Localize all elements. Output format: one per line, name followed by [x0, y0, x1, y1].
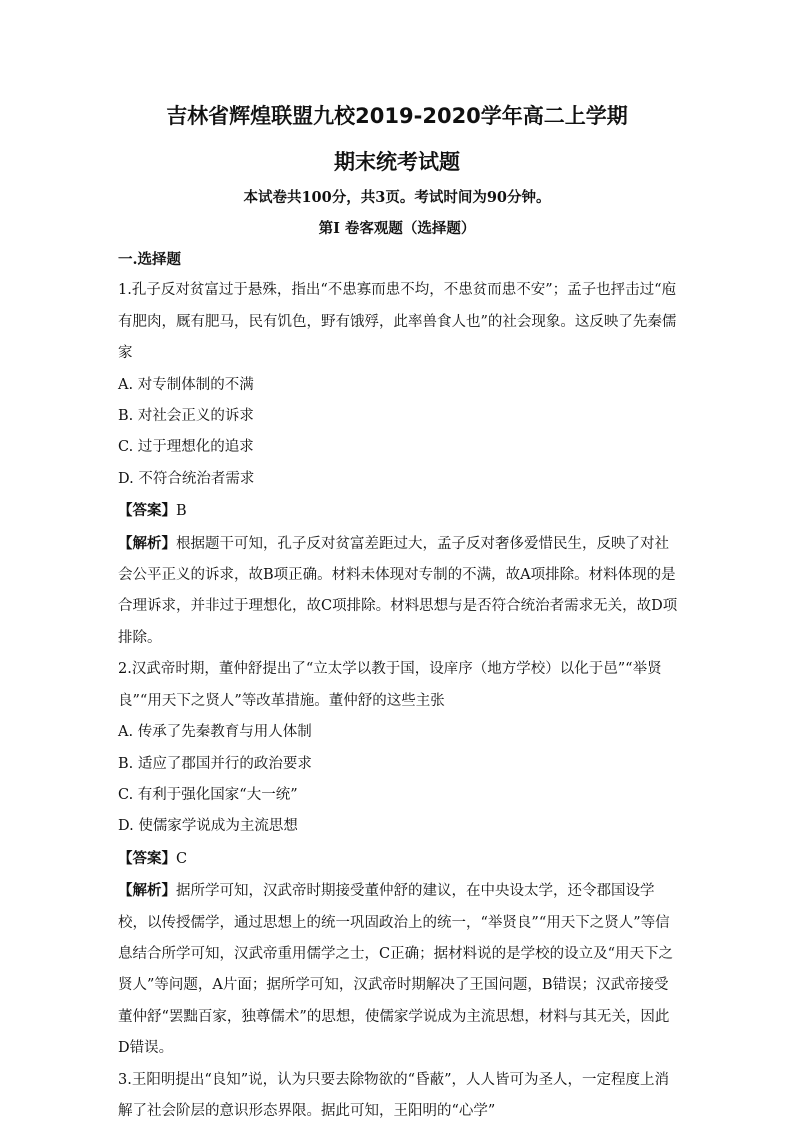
analysis-tag: 【解析】 — [118, 882, 176, 900]
question-2-option-b: B. 适应了郡国并行的政治要求 — [118, 755, 312, 772]
question-2-stem: 2.汉武帝时期，董仲舒提出了“立太学以教于国，设庠序（地方学校）以化于邑”“举贤良”“用天下之贤人”等改革措施。董仲舒的这些主张 — [118, 661, 662, 709]
exam-title-line1: 吉林省辉煌联盟九校2019-2020学年高二上学期 — [166, 104, 628, 128]
question-2-option-c: C. 有利于强化国家“大一统” — [118, 786, 298, 803]
question-2-option-d: D. 使儒家学说成为主流思想 — [118, 818, 298, 835]
volume-heading: 第Ⅰ 卷客观题（选择题） — [318, 220, 476, 237]
answer-value: C — [176, 850, 188, 867]
question-1-analysis — [118, 528, 678, 655]
question-1-option-c: C. 过于理想化的追求 — [118, 439, 254, 456]
question-1-option-d: D. 不符合统治者需求 — [118, 470, 255, 487]
answer-tag: 【答案】 — [118, 849, 176, 867]
exam-info: 本试卷共100分，共3页。考试时间为90分钟。 — [243, 189, 551, 206]
question-1-option-a: A. 对专制体制的不满 — [118, 376, 254, 393]
answer-tag: 【答案】 — [118, 502, 176, 520]
question-1-answer — [118, 495, 678, 527]
question-2-option-a: A. 传承了先秦教育与用人体制 — [118, 724, 312, 741]
exam-body — [118, 244, 678, 1127]
analysis-text: 据所学可知，汉武帝时期接受董仲舒的建议，在中央设太学，还令郡国设学校，以传授儒学，通过思想上的统一巩固政治上的统一，“举贤良”“用天下之贤人”等信息结合所学可知，汉武帝重用儒学之士，C正确；据材料说的是学校的设立及“用天下之贤人”等问题，A片面；据所学可知，汉武帝时期解决了王国问题，B错误；汉武帝接受董仲舒“罢黜百家，独尊儒术”的思想，使儒家学说成为主流思想，材料与其无关，因此D错误。 — [118, 883, 674, 1057]
answer-value: B — [176, 503, 187, 520]
question-1-stem: 1.孔子反对贫富过于悬殊，指出“不患寡而患不均，不患贫而患不安”；孟子也抨击过“庖有肥肉，厩有肥马，民有饥色，野有饿殍，此率兽食人也”的社会现象。这反映了先秦儒家 — [118, 282, 677, 362]
question-1-option-b: B. 对社会正义的诉求 — [118, 408, 254, 425]
question-3-stem: 3.王阳明提出“良知”说，认为只要去除物欲的“昏蔽”，人人皆可为圣人，一定程度上消解了社会阶层的意识形态界限。据此可知，王阳明的“心学” — [118, 1071, 669, 1119]
analysis-tag: 【解析】 — [118, 534, 176, 552]
analysis-text: 根据题干可知，孔子反对贫富差距过大，孟子反对奢侈爱惜民生，反映了对社会公平正义的诉求，故B项正确。材料未体现对专制的不满，故A项排除。材料体现的是合理诉求，并非过于理想化，故C项排除。材料思想与是否符合统治者需求无关，故D项排除。 — [118, 535, 678, 646]
exam-title-line2: 期末统考试题 — [334, 150, 460, 174]
section-heading: 一.选择题 — [118, 251, 182, 268]
question-2-analysis — [118, 875, 678, 1064]
question-2-answer — [118, 843, 678, 875]
